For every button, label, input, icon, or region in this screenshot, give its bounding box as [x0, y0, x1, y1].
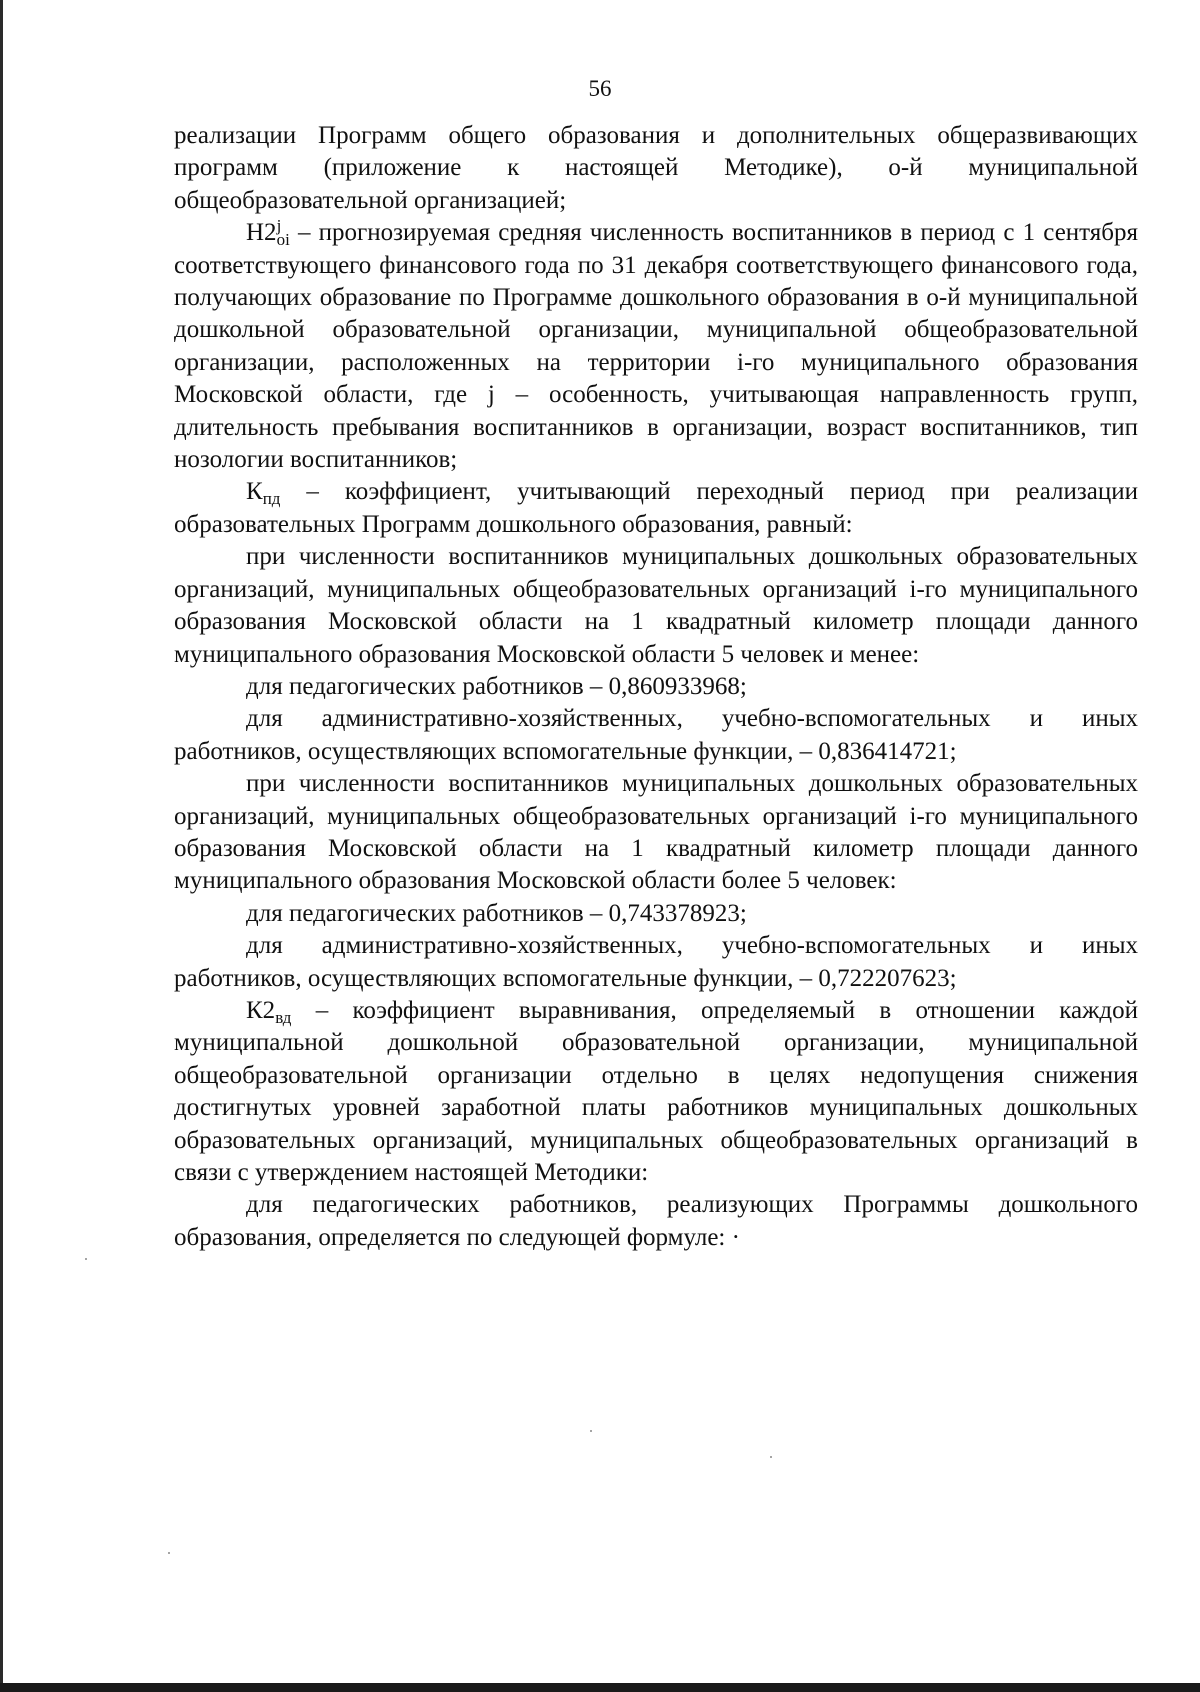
n2-symbol-base: Н2: [246, 219, 277, 247]
paragraph-formula-intro: для педагогических работников, реализующих Программы дошкольного образования, определяется по следующей формуле: ·: [174, 1191, 1138, 1251]
kpd-definition-text: – коэффициент, учитывающий переходный период при реализации образовательных Программ дошкольного образования, равный:: [174, 478, 1138, 538]
paragraph-coef-admin-high: для административно-хозяйственных, учебно-вспомогательных и иных работников, осуществляющих вспомогательные функции, – 0,722207623;: [174, 932, 1138, 992]
paragraph-coef-ped-high: для педагогических работников – 0,743378923;: [246, 899, 747, 927]
k2vd-symbol-base: К2: [246, 996, 276, 1024]
n2-definition-text: – прогнозируемая средняя численность воспитанников в период с 1 сентября соответствующего финансового года по 31 декабря соответствующего финансового года, получающих образование по Программе дошкольного образования в о-й муниципальной дошкольной образовательной организации, муниципальной общеобразовательной организации, расположенных на территории i-го муниципального образования Московской области, где j – особенность, учитывающая направленность групп, длительность пребывания воспитанников в организации, возраст воспитанников, тип нозологии воспитанников;: [174, 219, 1138, 474]
scan-speck: [85, 1258, 87, 1260]
scan-speck: [168, 1552, 170, 1554]
scan-edge-bottom: [0, 1683, 1200, 1692]
n2-sup: j: [276, 215, 282, 235]
paragraph-coef-admin-low: для административно-хозяйственных, учебно-вспомогательных и иных работников, осуществляющих вспомогательные функции, – 0,836414721;: [174, 705, 1138, 765]
paragraph-continuation: реализации Программ общего образования и дополнительных общеразвивающих программ (приложение к настоящей Методике), о-й муниципальной общеобразовательной организацией;: [174, 122, 1138, 214]
document-body: [174, 120, 1138, 1254]
k2vd-definition-text: – коэффициент выравнивания, определяемый в отношении каждой муниципальной дошкольной образовательной организации, муниципальной общеобразовательной организации отдельно в целях недопущения снижения достигнутых уровней заработной платы работников муниципальных дошкольных образовательных организаций, муниципальных общеобразовательных организаций в связи с утверждением настоящей Методики:: [174, 996, 1138, 1186]
scan-edge-left: [0, 0, 3, 1692]
n2-symbol-indices: [276, 215, 290, 250]
paragraph-k2vd-definition: [174, 995, 1138, 1189]
paragraph-n2-definition: [174, 217, 1138, 476]
kpd-sub: пд: [262, 489, 281, 509]
kpd-symbol: [246, 478, 281, 509]
paragraph-coef-ped-low: для педагогических работников – 0,860933968;: [246, 672, 747, 700]
k2vd-sub: вд: [275, 1007, 292, 1027]
paragraph-kpd-definition: [174, 476, 1138, 541]
scan-speck: [590, 1430, 592, 1432]
page-number: 56: [588, 76, 612, 101]
kpd-symbol-base: К: [246, 478, 263, 506]
paragraph-density-low: при численности воспитанников муниципальных дошкольных образовательных организаций, муниципальных общеобразовательных организаций i-го муниципального образования Московской области на 1 квадратный километр площади данного муниципального образования Московской области 5 человек и менее:: [174, 543, 1138, 668]
scan-speck: [770, 1456, 772, 1458]
k2vd-symbol: [246, 996, 292, 1027]
n2-sub: oi: [276, 230, 290, 250]
paragraph-density-high: при численности воспитанников муниципальных дошкольных образовательных организаций, муниципальных общеобразовательных организаций i-го муниципального образования Московской области на 1 квадратный километр площади данного муниципального образования Московской области более 5 человек:: [174, 770, 1138, 895]
n2-symbol: [246, 215, 290, 250]
